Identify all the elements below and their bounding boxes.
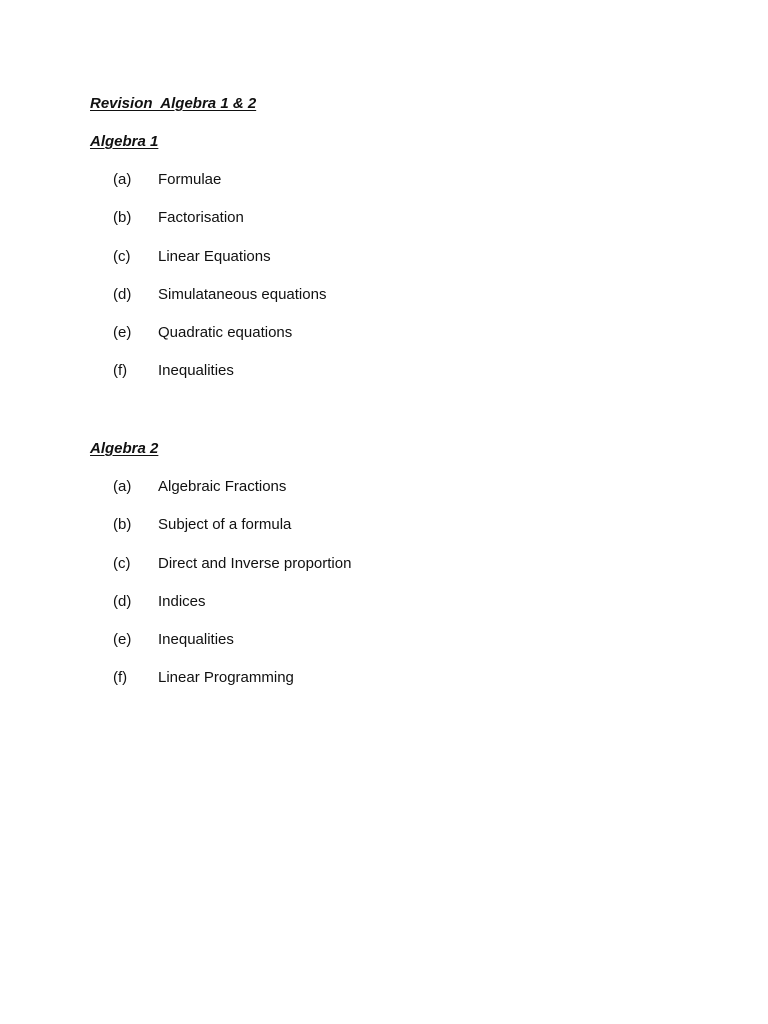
item-text: Direct and Inverse proportion [158, 554, 352, 572]
list-item [0, 516, 768, 554]
item-text: Quadratic equations [158, 324, 293, 342]
item-marker: (d) [113, 592, 132, 610]
item-marker: (b) [113, 209, 132, 227]
algebra-2-topic-list [0, 478, 768, 708]
section-heading-algebra-1: Algebra 1 [90, 133, 159, 150]
item-text: Indices [158, 592, 206, 610]
list-item [0, 209, 768, 247]
item-marker: (f) [113, 362, 128, 380]
list-item [0, 555, 768, 593]
item-text: Algebraic Fractions [158, 478, 287, 495]
algebra-1-topic-list [0, 171, 768, 401]
item-text: Factorisation [158, 209, 244, 227]
item-text: Subject of a formula [158, 516, 292, 534]
list-item [0, 324, 768, 362]
item-text: Simulataneous equations [158, 285, 327, 303]
section-heading-algebra-2: Algebra 2 [90, 440, 159, 457]
list-item [0, 286, 768, 324]
item-marker: (b) [113, 516, 132, 534]
item-marker: (f) [113, 669, 128, 687]
item-text: Linear Equations [158, 247, 271, 265]
list-item [0, 669, 768, 707]
item-text: Formulae [158, 171, 222, 188]
item-marker: (c) [113, 247, 131, 265]
list-item [0, 593, 768, 631]
item-text: Linear Programming [158, 669, 294, 687]
item-text: Inequalities [158, 631, 234, 649]
item-marker: (e) [113, 631, 132, 649]
item-marker: (a) [113, 171, 132, 188]
item-marker: (a) [113, 478, 132, 495]
item-marker: (c) [113, 554, 131, 572]
list-item [0, 248, 768, 286]
document-title: Revision Algebra 1 & 2 [90, 95, 257, 112]
list-item [0, 171, 768, 209]
list-item [0, 631, 768, 669]
list-item [0, 362, 768, 400]
item-marker: (d) [113, 285, 132, 303]
item-marker: (e) [113, 324, 132, 342]
list-item [0, 478, 768, 516]
item-text: Inequalities [158, 362, 234, 380]
